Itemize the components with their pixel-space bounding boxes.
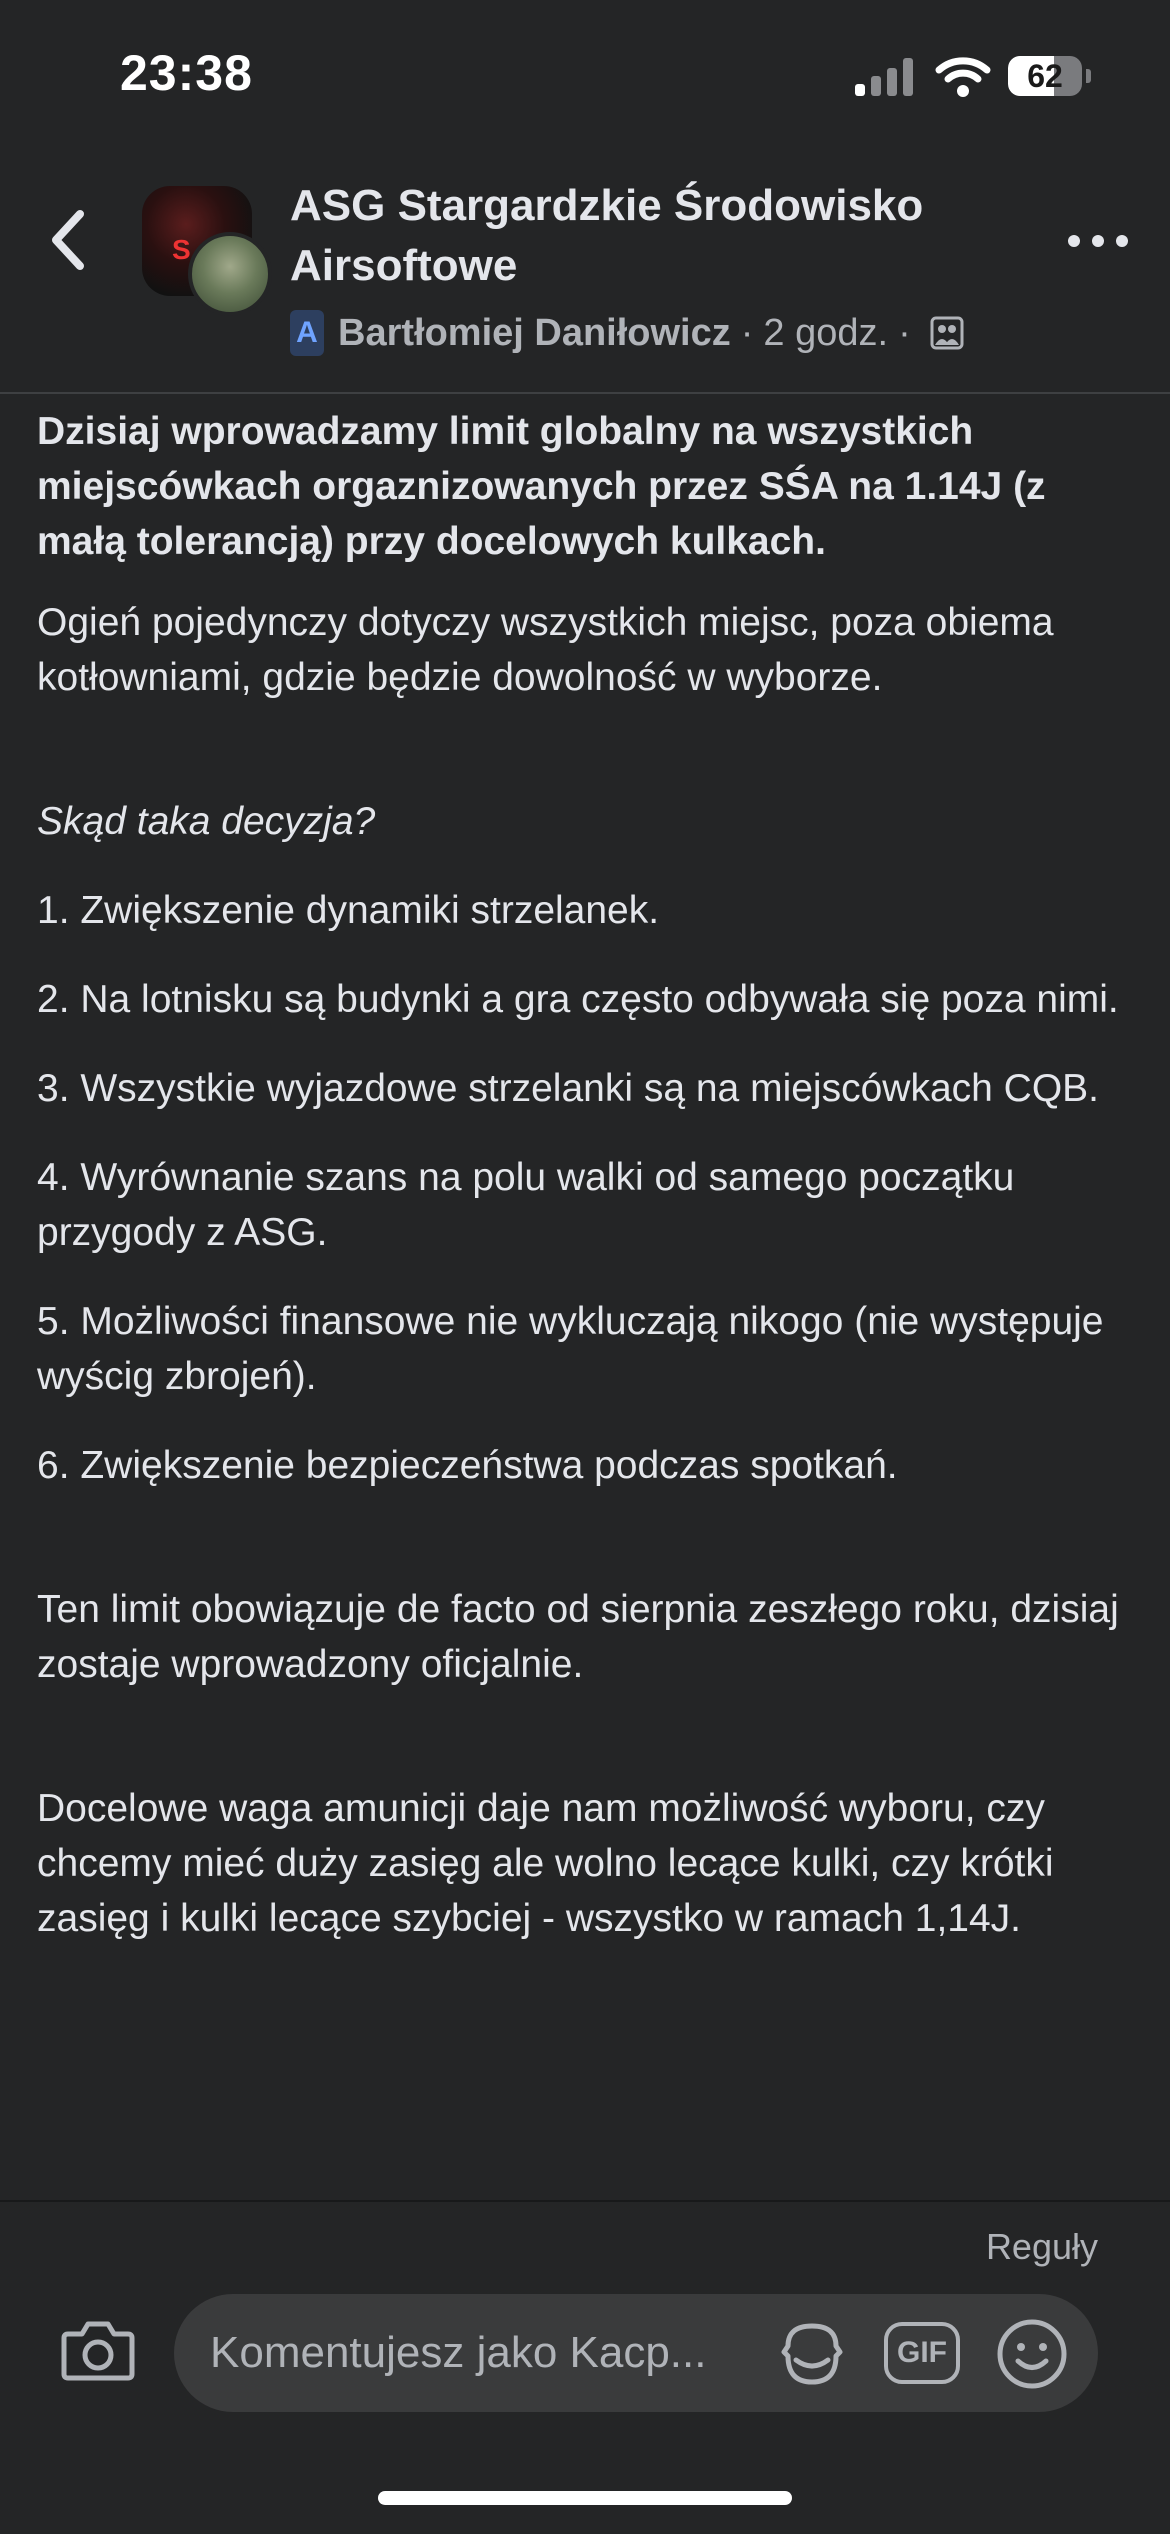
comment-input[interactable]: Komentujesz jako Kacp... — [210, 2328, 707, 2377]
post-paragraph: Docelowe waga amunicji daje nam możliwość wyboru, czy chcemy mieć duży zasięg ale wolno lecące kulki, czy krótki zasięg i kulki lecące szybciej - wszystko w ramach 1,14J. — [37, 1787, 1054, 1940]
post-meta — [290, 308, 965, 358]
group-name[interactable]: ASG Stargardzkie Środowisko Airsoftowe — [290, 181, 924, 290]
comment-bar — [0, 2200, 1170, 2534]
reason-item: 5. Możliwości finansowe nie wykluczają nikogo (nie występuje wyścig zbrojeń). — [37, 1300, 1104, 1398]
status-bar — [0, 0, 1170, 150]
author-name[interactable]: Bartłomiej Daniłowicz — [338, 311, 731, 354]
emoji-icon[interactable] — [994, 2316, 1070, 2392]
post-intro: Dzisiaj wprowadzamy limit globalny na wszystkich miejscówkach orgaznizowanych przez SŚA na 1.14J (z małą tolerancją) przy docelowych kulkach. — [37, 410, 1046, 563]
post-body — [37, 404, 1137, 1980]
back-button[interactable] — [40, 200, 100, 280]
gif-button[interactable]: GIF — [884, 2322, 960, 2384]
admin-badge: A — [290, 310, 324, 356]
post-time[interactable]: 2 godz. — [763, 311, 889, 354]
reason-item: 3. Wszystkie wyjazdowe strzelanki są na miejscówkach CQB. — [37, 1067, 1100, 1110]
reason-item: 1. Zwiększenie dynamiki strzelanek. — [37, 889, 660, 932]
group-members-icon — [929, 315, 965, 351]
more-horizontal-icon — [1068, 235, 1080, 247]
post-question: Skąd taka decyzja? — [37, 800, 376, 843]
home-indicator[interactable] — [378, 2491, 792, 2505]
post-paragraph: Ogień pojedynczy dotyczy wszystkich miejsc, poza obiema kotłowniami, gdzie będzie dowolność w wyborze. — [37, 601, 1054, 699]
group-avatar[interactable] — [142, 186, 272, 316]
meta-separator: · — [898, 311, 911, 354]
reason-item: 6. Zwiększenie bezpieczeństwa podczas spotkań. — [37, 1444, 898, 1487]
rules-link[interactable]: Reguły — [985, 2226, 1098, 2267]
post-paragraph: Ten limit obowiązuje de facto od sierpnia zeszłego roku, dzisiaj zostaje wprowadzony oficjalnie. — [37, 1588, 1119, 1686]
battery-level: 62 — [1027, 58, 1063, 94]
reason-item: 2. Na lotnisku są budynki a gra często odbywała się poza nimi. — [37, 978, 1119, 1021]
camera-icon[interactable] — [58, 2310, 138, 2390]
post-header — [0, 150, 1170, 394]
group-logo: S — [142, 186, 252, 296]
more-options-button[interactable] — [1068, 226, 1128, 256]
wifi-icon — [935, 54, 991, 98]
author-avatar[interactable] — [188, 232, 272, 316]
avatar-sticker-icon[interactable] — [774, 2316, 850, 2392]
status-time: 23:38 — [120, 45, 253, 101]
cellular-signal-icon — [855, 58, 915, 96]
battery-icon — [1008, 56, 1090, 96]
reason-item: 4. Wyrównanie szans na polu walki od samego początku przygody z ASG. — [37, 1156, 1015, 1254]
meta-separator: · — [740, 311, 754, 354]
comment-input-container[interactable] — [174, 2294, 1098, 2412]
